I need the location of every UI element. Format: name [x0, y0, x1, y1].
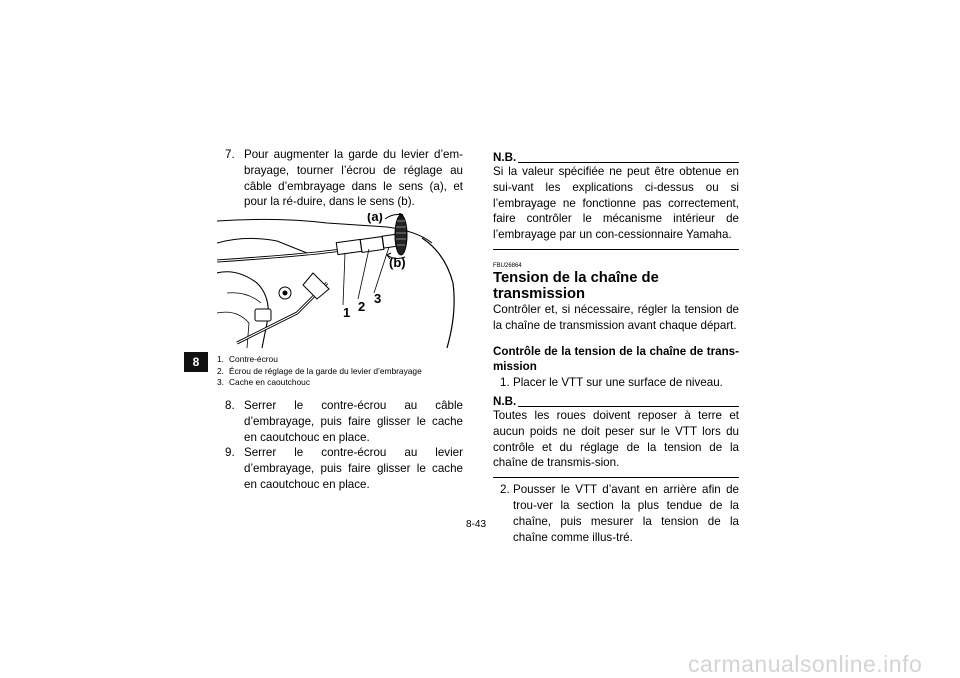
step-8-text: Serrer le contre-écrou au câble d’embrayage, puis faire glisser le cache en caoutchouc en place. — [244, 399, 463, 444]
callout-2: 2 — [358, 299, 366, 314]
bracket — [255, 309, 271, 321]
step-9-number: 9. — [225, 446, 235, 460]
callout-1: 1 — [343, 305, 351, 320]
subheading: Contrôle de la tension de la chaîne de trans-mission — [493, 344, 739, 374]
left-steps — [217, 398, 463, 493]
chapter-tab: 8 — [184, 352, 208, 372]
step-2 — [493, 482, 739, 545]
note-2-header — [493, 394, 739, 408]
callout-3: 3 — [374, 291, 382, 306]
step-8 — [217, 398, 463, 445]
step-9-text: Serrer le contre-écrou au levier d’embrayage, puis faire glisser le cache en caoutchouc en place. — [244, 446, 463, 491]
step-7 — [217, 147, 463, 210]
section-intro: Contrôler et, si nécessaire, régler la tension de la chaîne de transmission avant chaque départ. — [493, 302, 739, 332]
figure-label-a: (a) — [367, 213, 383, 224]
right-column — [493, 150, 739, 545]
caption-3: 3. Cache en caoutchouc — [217, 377, 311, 388]
step-7-text: Pour augmenter la garde du levier d’em-brayage, tourner l’écrou de réglage au câble d’embrayage dans le sens (a), et pour la ré-duire, dans le sens (b). — [244, 148, 463, 209]
step-1-number: 1. — [500, 376, 510, 390]
note-2-text: Toutes les roues doivent reposer à terre et aucun poids ne doit peser sur le VTT lors du contrôle et du réglage de la tension de la chaîne de transmis-sion. — [493, 408, 739, 470]
note-2-divider — [493, 477, 739, 478]
note-1-divider — [493, 249, 739, 250]
figure-captions — [217, 354, 463, 389]
section-title: Tension de la chaîne de transmission — [493, 269, 659, 302]
clutch-cable-illustration — [217, 213, 463, 348]
left-column — [217, 147, 463, 210]
caption-1: 1. Contre-écrou — [217, 354, 278, 364]
page-number: 8-43 — [466, 519, 487, 530]
caption-2: 2. Écrou de réglage de la garde du levier d’embrayage — [217, 365, 422, 376]
step-1-text: Placer le VTT sur une surface de niveau. — [513, 376, 723, 390]
step-9 — [217, 445, 463, 492]
step-1 — [493, 375, 739, 391]
step-8-number: 8. — [225, 399, 235, 412]
step-2-number: 2. — [500, 483, 510, 497]
note-1-header — [493, 150, 739, 164]
watermark: carmanualsonline.info — [688, 651, 923, 677]
section-code: FBU26864 — [493, 262, 522, 269]
note-1-text: Si la valeur spécifiée ne peut être obtenue en sui-vant les explications ci-dessus ou si l’embrayage ne fonctionne pas correctement, faire contrôler le mécanisme intérieur de l’embrayage par un con-cessionnaire Yamaha. — [493, 165, 739, 242]
figure-label-b: (b) — [389, 255, 406, 270]
adjuster-nut — [360, 237, 384, 253]
note-1-label: N.B. — [493, 151, 517, 164]
step-7-number: 7. — [225, 148, 235, 161]
clutch-cable-figure — [217, 213, 463, 348]
note-2-label: N.B. — [493, 394, 517, 408]
step-2-text: Pousser le VTT d’avant en arrière afin de trou-ver la section la plus tendue de la chaîne, puis mesurer la tension de la chaîne comme illus-tré. — [513, 483, 739, 544]
